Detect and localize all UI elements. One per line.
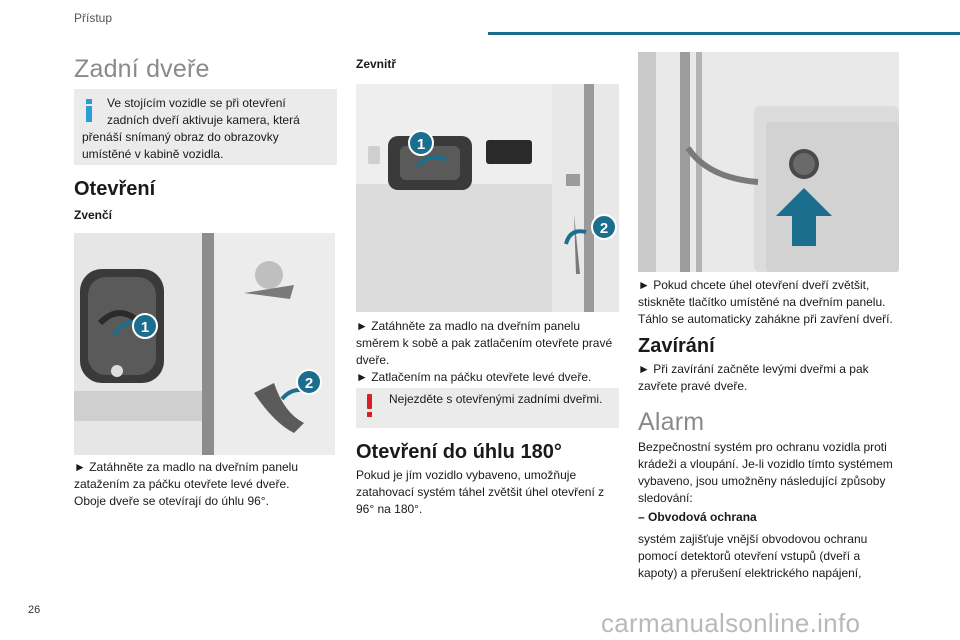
inside-step1-line-1: ► Zatáhněte za madlo na dveřním panelu: [356, 319, 581, 333]
info-line-4: umístěné v kabině vozidla.: [82, 147, 224, 161]
panel-step-line-1: ► Pokud chcete úhel otevření dveří zvětšit,: [638, 278, 870, 292]
inside-step2-line-1: ► Zatlačením na páčku otevřete levé dveře.: [356, 370, 592, 384]
close-line-2: zavřete pravé dveře.: [638, 379, 748, 393]
subheading-perimeter: – Obvodová ochrana: [638, 510, 757, 524]
figure-outside-handle: [74, 233, 335, 455]
p180-line-1: Pokud je jím vozidlo vybaveno, umožňuje: [356, 468, 577, 482]
perimeter-line-1: systém zajišťuje vnější obvodovou ochranu: [638, 532, 868, 546]
heading-closing: Zavírání: [638, 335, 715, 357]
heading-opening: Otevření: [74, 178, 156, 200]
alarm-line-3: vybaveno, jsou umožněny následující způsoby: [638, 474, 886, 488]
outside-step-line-3: Oboje dveře se otevírají do úhlu 96°.: [74, 494, 269, 508]
callout-1: 1: [132, 313, 158, 339]
heading-opening-180: Otevření do úhlu 180°: [356, 441, 562, 463]
callout-2: 2: [296, 369, 322, 395]
perimeter-line-3: kapoty) a přerušení elektrického napájení,: [638, 566, 862, 580]
outside-step-line-2: zatažením za páčku otevřete levé dveře.: [74, 477, 290, 491]
warning-box: [356, 388, 619, 428]
outside-handle-illustration: [74, 233, 335, 455]
alarm-line-4: sledování:: [638, 491, 693, 505]
info-line-1: Ve stojícím vozidle se při otevření: [107, 96, 286, 110]
subheading-outside: Zvenčí: [74, 208, 113, 222]
outside-step-line-1: ► Zatáhněte za madlo na dveřním panelu: [74, 460, 299, 474]
figure-door-panel-button: [638, 52, 899, 272]
page-number: 26: [28, 604, 41, 616]
close-line-1: ► Při zavírání začněte levými dveřmi a pak: [638, 362, 869, 376]
figure-inside-handle: [356, 84, 619, 312]
title-rear-doors: Zadní dveře: [74, 55, 210, 83]
section-header: Přístup: [74, 11, 113, 25]
alarm-line-1: Bezpečnostní systém pro ochranu vozidla proti: [638, 440, 887, 454]
info-line-2: zadních dveří aktivuje kamera, která: [107, 113, 300, 127]
heading-alarm: Alarm: [638, 408, 705, 436]
info-box: [74, 89, 337, 165]
inside-step1-line-3: dveře.: [356, 353, 390, 367]
callout-2: 2: [591, 214, 617, 240]
info-icon: [84, 99, 94, 123]
info-line-3: přenáší snímaný obraz do obrazovky: [82, 130, 279, 144]
watermark: carmanualsonline.info: [601, 608, 861, 638]
inside-step1-line-2: směrem k sobě a pak zatlačením otevřete pravé: [356, 336, 613, 350]
subheading-inside: Zevnitř: [356, 57, 397, 71]
warning-icon: [366, 394, 374, 418]
header-rule: [488, 32, 960, 35]
panel-step-line-2: stiskněte tlačítko umístěné na dveřním panelu.: [638, 295, 886, 309]
door-panel-button-illustration: [638, 52, 899, 272]
callout-1: 1: [408, 130, 434, 156]
alarm-line-2: krádeži a vloupání. Je-li vozidlo tímto systémem: [638, 457, 893, 471]
inside-handle-illustration: [356, 84, 619, 312]
p180-line-3: 96° na 180°.: [356, 502, 423, 516]
panel-step-line-3: Táhlo se automaticky zahákne při zavření dveří.: [638, 312, 893, 326]
warning-text: Nejezděte s otevřenými zadními dveřmi.: [389, 392, 603, 406]
perimeter-line-2: pomocí detektorů otevření vstupů (dveří a: [638, 549, 861, 563]
p180-line-2: zatahovací systém táhel zvětšit úhel otevření z: [356, 485, 605, 499]
